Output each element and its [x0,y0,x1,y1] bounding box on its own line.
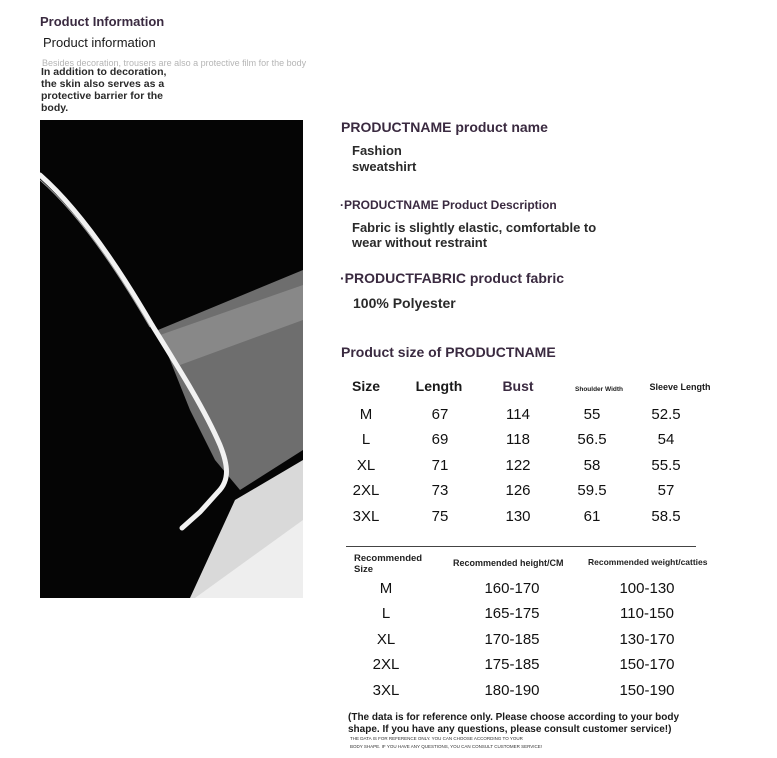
length-header: Length [415,378,463,394]
shoulder-cell: 58 [583,457,601,474]
weight-cell: 150-190 [619,682,675,699]
table-row [350,656,730,681]
product-fabric-label: ·PRODUCTFABRIC product fabric [340,270,564,286]
table-row [350,631,730,656]
reference-note-small-1: THE DATA IS FOR REFERENCE ONLY. YOU CAN CHOOSE ACCORDING TO YOUR [350,736,523,741]
height-cell: 180-190 [484,682,540,699]
height-cell: 165-175 [484,605,540,622]
size-cell: 3XL [372,682,400,699]
product-size-label: Product size of PRODUCTNAME [341,344,556,360]
bust-cell: 118 [506,431,530,448]
size-cell: 2XL [352,482,380,499]
reference-note: (The data is for reference only. Please choose according to your body shape. If you have any questions, please consult customer service!) [348,712,680,735]
recommended-weight-header: Recommended weight/catties [588,557,708,567]
bust-cell: 114 [506,406,530,423]
recommended-size-header: Recommended Size [354,553,423,575]
size-cell: M [359,406,373,423]
table-row [350,605,730,630]
length-cell: 75 [431,508,449,525]
table-row [338,406,728,431]
shoulder-cell: 56.5 [577,431,607,448]
bust-header: Bust [502,378,534,394]
bust-cell: 126 [505,482,531,499]
bust-cell: 122 [505,457,531,474]
sleeve-cell: 52.5 [651,406,681,423]
section-title: Product Information [40,14,165,29]
sleeve-cell: 55.5 [651,457,681,474]
weight-cell: 110-150 [620,605,674,622]
sleeve-length-header: Sleeve Length [649,382,711,392]
table-row [350,682,730,707]
length-cell: 73 [431,482,449,499]
shoulder-cell: 61 [583,508,601,525]
size-cell: M [379,580,393,597]
length-cell: 67 [431,406,449,423]
shoulder-cell: 55 [583,406,601,423]
table-row [338,431,728,456]
size-cell: 3XL [352,508,380,525]
product-fabric-value: 100% Polyester [353,295,456,311]
size-cell: L [361,431,371,448]
size-header: Size [351,378,380,394]
header-description: In addition to decoration, the skin also serves as a protective barrier for the body. [41,66,167,114]
reference-note-small-2: BODY SHAPE. IF YOU HAVE ANY QUESTIONS, YOU CAN CONSULT CUSTOMER SERVICE! [350,744,543,749]
weight-cell: 150-170 [619,656,675,673]
height-cell: 160-170 [484,580,540,597]
section-subtitle: Product information [43,35,156,50]
product-description-value: Fabric is slightly elastic, comfortable to wear without restraint [352,220,597,250]
product-name-value-line2: sweatshirt [352,159,417,174]
faint-caption: Besides decoration, trousers are also a protective film for the body [42,58,307,68]
product-name-value-line1: Fashion [352,143,402,158]
product-photo [40,120,303,598]
table-row [338,482,728,507]
table-row [350,580,730,605]
size-cell: XL [376,631,396,648]
shoulder-width-header: Shoulder Width [575,386,623,393]
sleeve-cell: 57 [657,482,675,499]
height-cell: 175-185 [484,656,540,673]
table-divider [346,546,696,547]
size-cell: 2XL [372,656,400,673]
bust-cell: 130 [505,508,531,525]
height-cell: 170-185 [484,631,540,648]
length-cell: 69 [431,431,449,448]
weight-cell: 100-130 [619,580,675,597]
shoulder-cell: 59.5 [577,482,607,499]
product-name-label: PRODUCTNAME product name [341,119,548,135]
table-row [338,508,728,533]
table-row [338,457,728,482]
sleeve-cell: 54 [657,431,675,448]
weight-cell: 130-170 [619,631,675,648]
fabric-closeup-image [40,120,303,598]
product-description-label: ·PRODUCTNAME Product Description [340,198,557,212]
size-cell: L [381,605,391,622]
sleeve-cell: 58.5 [651,508,681,525]
length-cell: 71 [431,457,449,474]
size-cell: XL [356,457,376,474]
recommended-height-header: Recommended height/CM [453,558,564,568]
